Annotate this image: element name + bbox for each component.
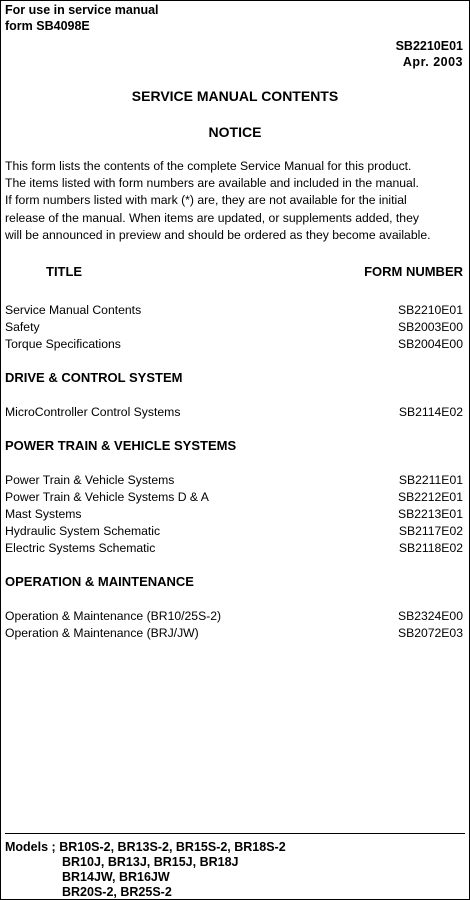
notice-line: The items listed with form numbers are available and included in the manual.: [5, 176, 419, 191]
doc-number: SB2210E01: [395, 39, 463, 53]
usage-note-line1: For use in service manual: [5, 3, 159, 17]
list-item: [5, 626, 463, 643]
list-item: [5, 303, 463, 320]
column-header-form-number: FORM NUMBER: [364, 264, 463, 279]
item-title: Mast Systems: [5, 507, 82, 521]
page-title: SERVICE MANUAL CONTENTS: [131, 88, 339, 104]
list-item: [5, 507, 463, 524]
models-line: BR10S-2, BR13S-2, BR15S-2, BR18S-2: [59, 840, 286, 854]
item-form-number: SB2118E02: [398, 541, 463, 555]
section-heading-drive-control: DRIVE & CONTROL SYSTEM: [5, 370, 183, 385]
list-item: [5, 609, 463, 626]
item-form-number: SB2210E01: [397, 303, 463, 317]
item-title: Torque Specifications: [5, 337, 121, 351]
item-title: Service Manual Contents: [5, 303, 142, 317]
list-item: [5, 405, 463, 422]
list-item: [5, 541, 463, 558]
usage-note-line2: form SB4098E: [5, 19, 90, 33]
section-heading-operation-maintenance: OPERATION & MAINTENANCE: [5, 574, 194, 589]
notice-line: This form lists the contents of the complete Service Manual for this product.: [5, 159, 412, 173]
item-form-number: SB2211E01: [398, 473, 463, 487]
list-item: [5, 337, 463, 354]
notice-line: If form numbers listed with mark (*) are, they are not available for the initial: [5, 193, 407, 208]
item-form-number: SB2117E02: [398, 524, 463, 538]
item-form-number: SB2003E00: [397, 320, 463, 334]
models-line: BR10J, BR13J, BR15J, BR18J: [62, 855, 239, 869]
item-form-number: SB2324E00: [397, 609, 463, 623]
item-form-number: SB2212E01: [397, 490, 463, 504]
item-form-number: SB2072E03: [397, 626, 463, 640]
item-title: Operation & Maintenance (BR10/25S-2): [5, 609, 222, 623]
list-item: [5, 473, 463, 490]
item-title: MicroController Control Systems: [5, 405, 181, 419]
item-form-number: SB2213E01: [397, 507, 463, 521]
item-title: Power Train & Vehicle Systems D & A: [5, 490, 209, 504]
notice-line: will be announced in preview and should be ordered as they become available.: [5, 227, 431, 242]
item-form-number: SB2114E02: [398, 405, 463, 419]
notice-line: release of the manual. When items are updated, or supplements added, they: [5, 210, 419, 225]
models-line: BR20S-2, BR25S-2: [62, 885, 172, 899]
item-title: Safety: [5, 320, 40, 334]
footer-divider: [5, 833, 465, 834]
section-heading-power-train: POWER TRAIN & VEHICLE SYSTEMS: [5, 438, 237, 453]
notice-text: [5, 158, 467, 244]
list-item: [5, 524, 463, 541]
item-title: Hydraulic System Schematic: [5, 524, 161, 538]
list-item: [5, 490, 463, 507]
item-form-number: SB2004E00: [397, 337, 463, 351]
column-header-title: TITLE: [46, 264, 83, 279]
item-title: Power Train & Vehicle Systems: [5, 473, 175, 487]
models-list: [5, 840, 286, 900]
models-label: Models ;: [5, 840, 56, 854]
models-line: BR14JW, BR16JW: [62, 870, 170, 884]
list-item: [5, 320, 463, 337]
notice-heading: NOTICE: [208, 124, 262, 140]
doc-date: Apr. 2003: [402, 55, 463, 69]
item-title: Operation & Maintenance (BRJ/JW): [5, 626, 199, 640]
item-title: Electric Systems Schematic: [5, 541, 156, 555]
